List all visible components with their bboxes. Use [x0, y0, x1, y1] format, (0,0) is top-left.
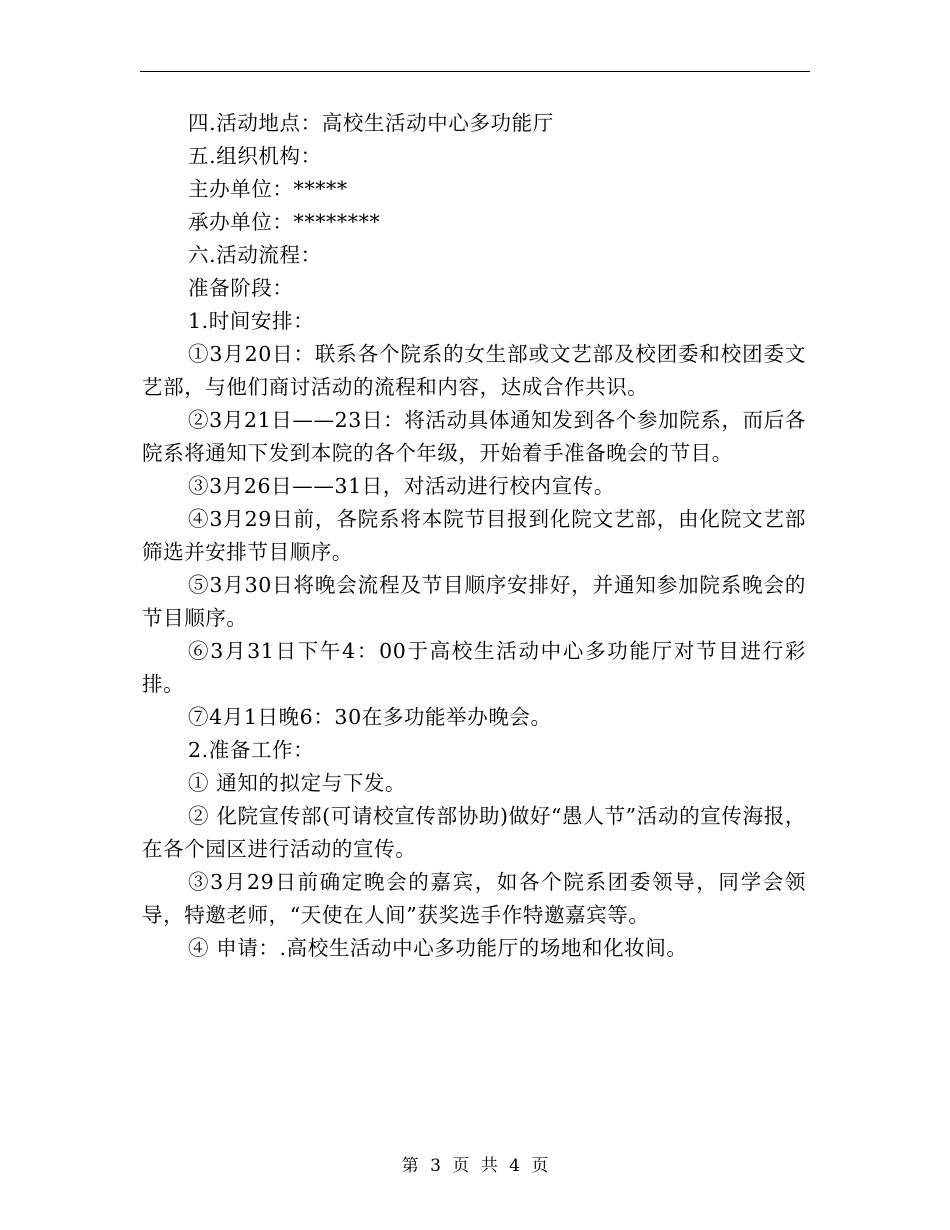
page-number-footer: 第 3 页 共 4 页: [401, 1156, 549, 1176]
paragraph-preparation-work-heading: 2.准备工作：: [188, 738, 315, 762]
paragraph-process-heading: 六.活动流程：: [188, 243, 322, 267]
paragraph-preparation-item: ④ 申请：.高校生活动中心多功能厅的场地和化妆间。: [188, 936, 688, 960]
paragraph-schedule-item: ③3月26日——31日，对活动进行校内宣传。: [188, 474, 615, 498]
paragraph-schedule-item: ⑤3月30日将晚会流程及节目顺序安排好，并通知参加院系晚会的节目顺序。: [142, 573, 806, 630]
paragraph-preparation-item: ③3月29日前确定晚会的嘉宾，如各个院系团委领导，同学会领导，特邀老师，“天使在人间”获奖选手作特邀嘉宾等。: [142, 870, 806, 927]
paragraph-schedule-item: ⑦4月1日晚6：30在多功能举办晚会。: [188, 705, 552, 729]
paragraph-organization-heading: 五.组织机构：: [188, 144, 322, 168]
header-rule: [140, 71, 810, 72]
paragraph-activity-location: 四.活动地点：高校生活动中心多功能厅: [188, 111, 554, 135]
paragraph-host-unit: 主办单位：*****: [188, 177, 348, 201]
paragraph-preparation-stage: 准备阶段：: [188, 276, 294, 300]
paragraph-schedule-item: ①3月20日：联系各个院系的女生部或文艺部及校团委和校团委文艺部，与他们商讨活动的流程和内容，达成合作共识。: [142, 342, 806, 399]
paragraph-preparation-item: ② 化院宣传部(可请校宣传部协助)做好“愚人节”活动的宣传海报，在各个园区进行活动的宣传。: [142, 804, 806, 861]
paragraph-schedule-item: ⑥3月31日下午4：00于高校生活动中心多功能厅对节目进行彩排。: [142, 639, 806, 696]
paragraph-organizer-unit: 承办单位：********: [188, 210, 381, 234]
paragraph-schedule-item: ②3月21日——23日：将活动具体通知发到各个参加院系，而后各院系将通知下发到本院的各个年级，开始着手准备晚会的节目。: [142, 408, 806, 465]
document-body: [142, 107, 806, 965]
paragraph-schedule-item: ④3月29日前，各院系将本院节目报到化院文艺部，由化院文艺部筛选并安排节目顺序。: [142, 507, 806, 564]
paragraph-schedule-heading: 1.时间安排：: [188, 309, 315, 333]
paragraph-preparation-item: ① 通知的拟定与下发。: [188, 771, 407, 795]
